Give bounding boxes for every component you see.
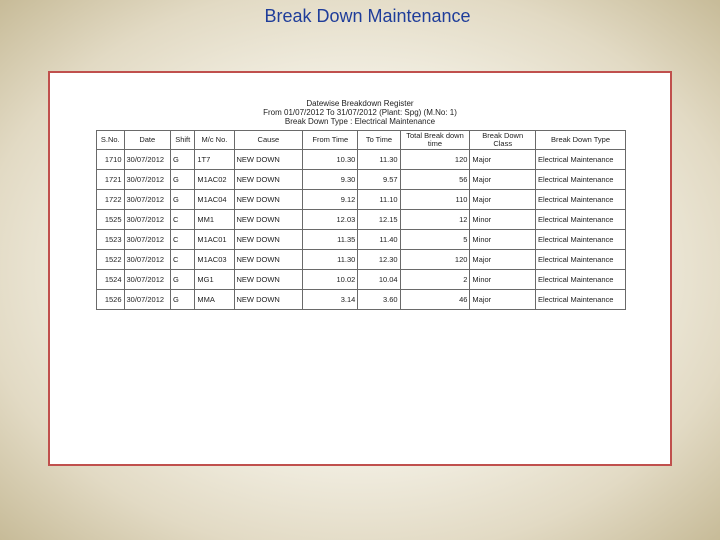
cell-shift: G xyxy=(171,270,195,290)
cell-sno: 1526 xyxy=(97,290,125,310)
cell-breakdown-type: Electrical Maintenance xyxy=(536,290,626,310)
cell-to-time: 12.30 xyxy=(358,250,400,270)
cell-total-breakdown-time: 120 xyxy=(400,250,470,270)
cell-cause: NEW DOWN xyxy=(234,150,303,170)
col-header-cause: Cause xyxy=(234,131,303,150)
cell-to-time: 12.15 xyxy=(358,210,400,230)
cell-breakdown-class: Major xyxy=(470,150,536,170)
cell-from-time: 11.30 xyxy=(303,250,358,270)
cell-sno: 1722 xyxy=(97,190,125,210)
cell-machine-no: 1T7 xyxy=(195,150,234,170)
cell-to-time: 11.40 xyxy=(358,230,400,250)
cell-breakdown-class: Minor xyxy=(470,210,536,230)
cell-machine-no: M1AC04 xyxy=(195,190,234,210)
cell-to-time: 10.04 xyxy=(358,270,400,290)
cell-shift: G xyxy=(171,190,195,210)
cell-total-breakdown-time: 56 xyxy=(400,170,470,190)
table-header-row xyxy=(97,131,626,150)
cell-from-time: 12.03 xyxy=(303,210,358,230)
cell-from-time: 11.35 xyxy=(303,230,358,250)
slide-title: Break Down Maintenance xyxy=(264,6,471,26)
cell-shift: C xyxy=(171,230,195,250)
col-header-breakdown-class: Break Down Class xyxy=(470,131,536,150)
cell-from-time: 10.30 xyxy=(303,150,358,170)
cell-date: 30/07/2012 xyxy=(124,170,171,190)
col-header-date: Date xyxy=(124,131,171,150)
cell-breakdown-class: Major xyxy=(470,170,536,190)
cell-to-time: 11.30 xyxy=(358,150,400,170)
col-header-breakdown-type: Break Down Type xyxy=(536,131,626,150)
col-header-sno: S.No. xyxy=(97,131,125,150)
cell-breakdown-class: Minor xyxy=(470,230,536,250)
col-header-from-time: From Time xyxy=(303,131,358,150)
cell-total-breakdown-time: 46 xyxy=(400,290,470,310)
report-filter: Break Down Type : Electrical Maintenance xyxy=(284,117,436,126)
cell-date: 30/07/2012 xyxy=(124,250,171,270)
cell-date: 30/07/2012 xyxy=(124,230,171,250)
cell-breakdown-class: Major xyxy=(470,290,536,310)
breakdown-table xyxy=(96,130,626,310)
cell-cause: NEW DOWN xyxy=(234,290,303,310)
cell-from-time: 10.02 xyxy=(303,270,358,290)
cell-total-breakdown-time: 5 xyxy=(400,230,470,250)
report-period: From 01/07/2012 To 31/07/2012 (Plant: Spg) (M.No: 1) xyxy=(263,108,457,117)
cell-breakdown-class: Minor xyxy=(470,270,536,290)
cell-date: 30/07/2012 xyxy=(124,150,171,170)
cell-machine-no: MMA xyxy=(195,290,234,310)
table-row xyxy=(97,290,626,310)
report-document xyxy=(48,71,672,466)
cell-cause: NEW DOWN xyxy=(234,230,303,250)
cell-shift: G xyxy=(171,150,195,170)
col-header-total-breakdown-time: Total Break down time xyxy=(400,131,470,150)
cell-cause: NEW DOWN xyxy=(234,190,303,210)
cell-breakdown-class: Major xyxy=(470,190,536,210)
table-row xyxy=(97,210,626,230)
cell-total-breakdown-time: 12 xyxy=(400,210,470,230)
cell-date: 30/07/2012 xyxy=(124,290,171,310)
cell-shift: G xyxy=(171,290,195,310)
cell-cause: NEW DOWN xyxy=(234,270,303,290)
cell-shift: G xyxy=(171,170,195,190)
cell-from-time: 9.30 xyxy=(303,170,358,190)
cell-total-breakdown-time: 120 xyxy=(400,150,470,170)
cell-machine-no: MM1 xyxy=(195,210,234,230)
cell-shift: C xyxy=(171,250,195,270)
cell-total-breakdown-time: 2 xyxy=(400,270,470,290)
cell-date: 30/07/2012 xyxy=(124,190,171,210)
cell-sno: 1710 xyxy=(97,150,125,170)
cell-machine-no: M1AC02 xyxy=(195,170,234,190)
cell-cause: NEW DOWN xyxy=(234,250,303,270)
table-row xyxy=(97,230,626,250)
cell-from-time: 9.12 xyxy=(303,190,358,210)
cell-breakdown-type: Electrical Maintenance xyxy=(536,210,626,230)
cell-breakdown-type: Electrical Maintenance xyxy=(536,250,626,270)
cell-sno: 1524 xyxy=(97,270,125,290)
cell-sno: 1522 xyxy=(97,250,125,270)
cell-breakdown-type: Electrical Maintenance xyxy=(536,230,626,250)
table-row xyxy=(97,270,626,290)
cell-total-breakdown-time: 110 xyxy=(400,190,470,210)
cell-breakdown-type: Electrical Maintenance xyxy=(536,170,626,190)
cell-machine-no: M1AC03 xyxy=(195,250,234,270)
col-header-to-time: To Time xyxy=(358,131,400,150)
cell-breakdown-class: Major xyxy=(470,250,536,270)
cell-from-time: 3.14 xyxy=(303,290,358,310)
cell-to-time: 3.60 xyxy=(358,290,400,310)
cell-breakdown-type: Electrical Maintenance xyxy=(536,150,626,170)
col-header-shift: Shift xyxy=(171,131,195,150)
cell-breakdown-type: Electrical Maintenance xyxy=(536,190,626,210)
table-row xyxy=(97,190,626,210)
table-row xyxy=(97,150,626,170)
cell-cause: NEW DOWN xyxy=(234,170,303,190)
cell-to-time: 11.10 xyxy=(358,190,400,210)
cell-to-time: 9.57 xyxy=(358,170,400,190)
table-row xyxy=(97,250,626,270)
cell-sno: 1523 xyxy=(97,230,125,250)
cell-sno: 1721 xyxy=(97,170,125,190)
table-row xyxy=(97,170,626,190)
report-header xyxy=(250,99,470,126)
cell-sno: 1525 xyxy=(97,210,125,230)
cell-breakdown-type: Electrical Maintenance xyxy=(536,270,626,290)
cell-cause: NEW DOWN xyxy=(234,210,303,230)
cell-shift: C xyxy=(171,210,195,230)
cell-date: 30/07/2012 xyxy=(124,270,171,290)
cell-machine-no: M1AC01 xyxy=(195,230,234,250)
col-header-machine-no: M/c No. xyxy=(195,131,234,150)
report-title: Datewise Breakdown Register xyxy=(306,99,414,108)
cell-machine-no: MG1 xyxy=(195,270,234,290)
cell-date: 30/07/2012 xyxy=(124,210,171,230)
